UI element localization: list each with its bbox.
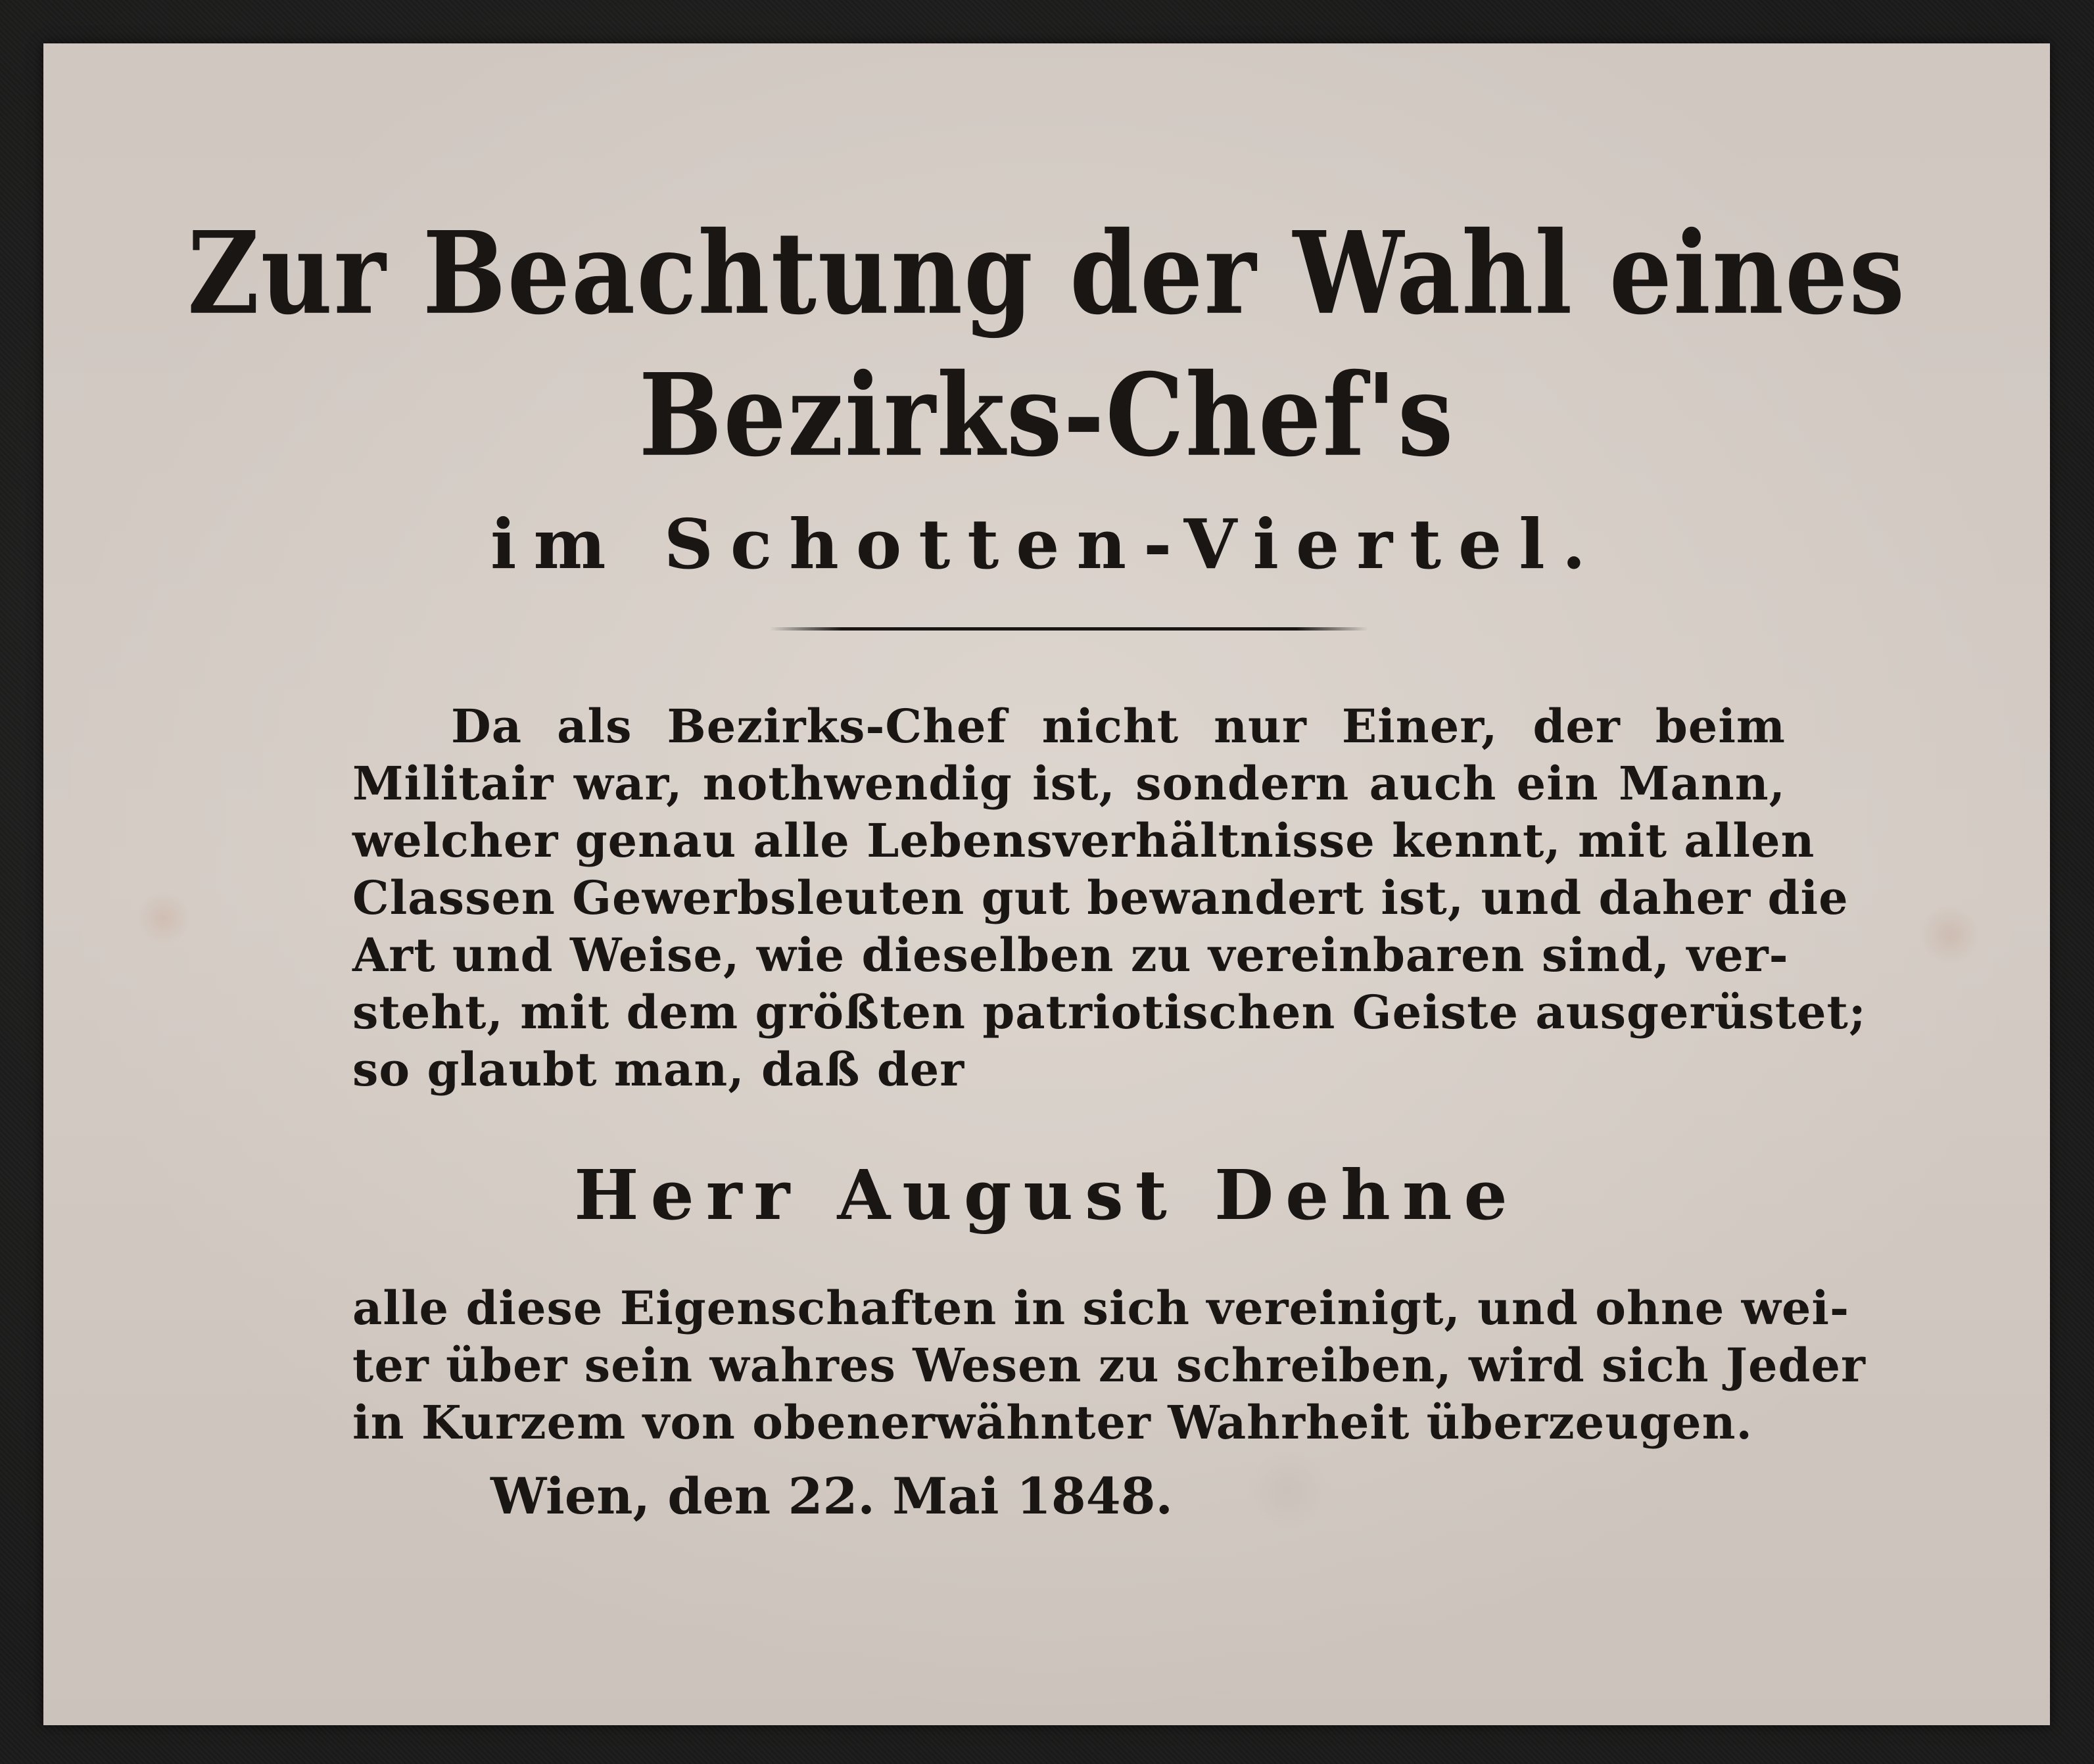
candidate-name: Herr August Dehne [574,1155,1519,1235]
paragraph-2-line: in Kurzem von obenerwähnter Wahrheit überzeugen. [352,1395,1753,1450]
poster-sheet [43,43,2050,1725]
paragraph-1-line: Classen Gewerbsleuten gut bewandert ist, und daher die [352,870,1849,925]
date-line: Wien, den 22. Mai 1848. [490,1467,1173,1525]
paragraph-1-line: Militair war, nothwendig ist, sondern auch ein Mann, [352,756,1786,811]
paragraph-1-line: welcher genau alle Lebensverhältnisse kennt, mit allen [352,813,1815,868]
paragraph-2-line: alle diese Eigenschaften in sich vereinigt, und ohne wei- [352,1281,1850,1335]
paragraph-1-line: Art und Weise, wie dieselben zu vereinbaren sind, ver- [352,928,1789,982]
paragraph-1-line: steht, mit dem größten patriotischen Geiste ausgerüstet; [352,985,1867,1039]
paragraph-1-line: so glaubt man, daß der [352,1042,965,1097]
paragraph-2-line: ter über sein wahres Wesen zu schreiben, wird sich Jeder [352,1338,1866,1393]
title-line-2: Bezirks-Chef's [638,348,1455,483]
paragraph-2 [352,1279,1866,1451]
divider-rule [770,627,1368,631]
paragraph-1 [352,698,1867,1098]
title-line-3: im Schotten-Viertel. [490,504,1603,584]
title-line-1: Zur Beachtung der Wahl eines [187,206,1906,341]
paragraph-1-line: Da als Bezirks-Chef nicht nur Einer, der beim [451,699,1786,753]
